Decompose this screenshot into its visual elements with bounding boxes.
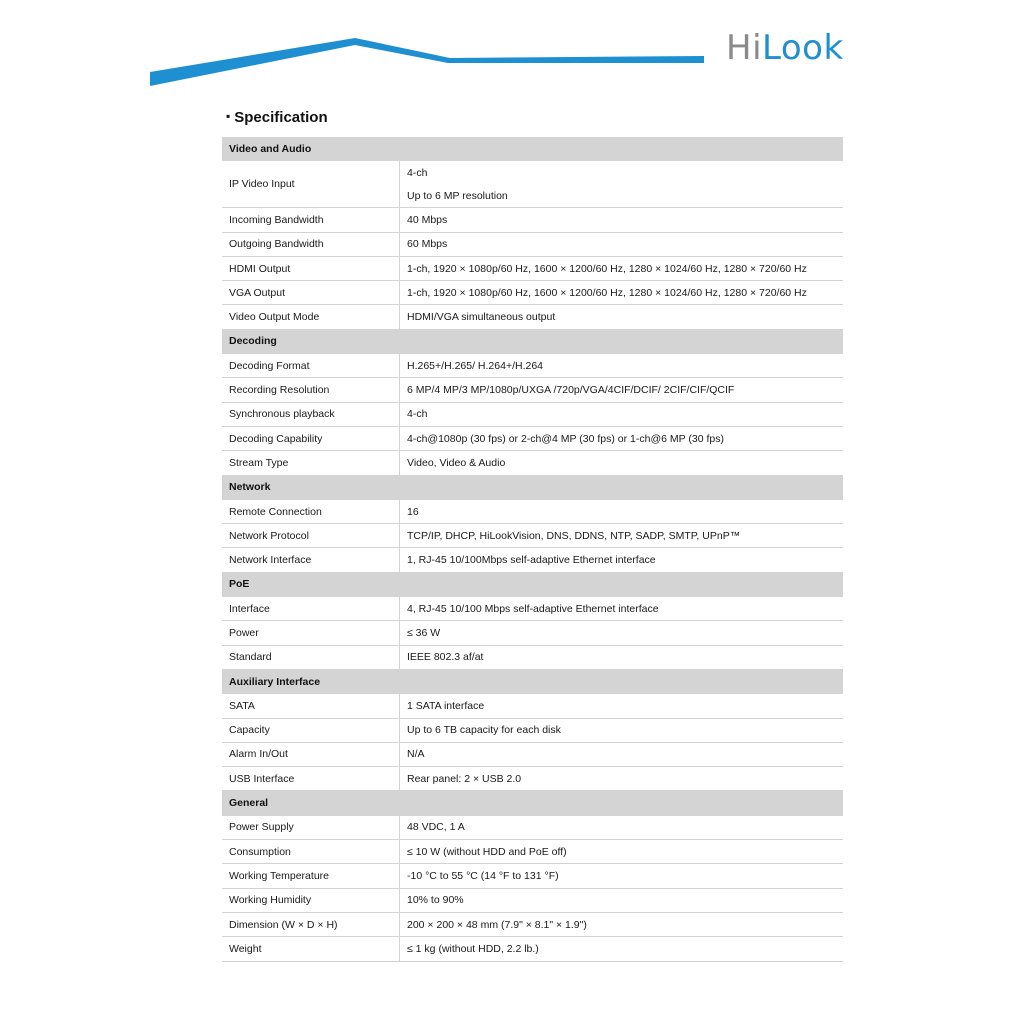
spec-row	[222, 621, 843, 645]
page-heading	[226, 109, 328, 126]
spec-value: H.265+/H.265/ H.264+/H.264	[407, 359, 544, 372]
spec-value-cell	[400, 645, 844, 669]
spec-value-cell	[400, 815, 844, 839]
spec-value: ≤ 10 W (without HDD and PoE off)	[407, 845, 567, 858]
spec-value: 40 Mbps	[407, 213, 448, 226]
section-header-row	[222, 329, 843, 353]
spec-value-cell	[400, 161, 844, 208]
bullet-icon: ▪	[226, 109, 231, 123]
spec-key: Weight	[222, 937, 400, 961]
spec-row	[222, 524, 843, 548]
spec-key: Remote Connection	[222, 499, 400, 523]
spec-key: SATA	[222, 694, 400, 718]
section-header-row	[222, 572, 843, 596]
spec-table-body	[222, 137, 843, 961]
spec-value-cell	[400, 208, 844, 232]
spec-value: HDMI/VGA simultaneous output	[407, 311, 556, 324]
spec-row	[222, 767, 843, 791]
spec-value-cell	[400, 767, 844, 791]
spec-key: Dimension (W × D × H)	[222, 912, 400, 936]
banner-swoosh	[150, 38, 704, 86]
spec-row	[222, 840, 843, 864]
spec-key: Power Supply	[222, 815, 400, 839]
spec-value: 6 MP/4 MP/3 MP/1080p/UXGA /720p/VGA/4CIF/DCIF/ 2CIF/CIF/QCIF	[407, 384, 735, 397]
spec-value: 1 SATA interface	[407, 699, 485, 712]
spec-key: Stream Type	[222, 451, 400, 475]
spec-value: 10% to 90%	[407, 894, 464, 907]
spec-value: 200 × 200 × 48 mm (7.9" × 8.1" × 1.9")	[407, 918, 587, 931]
spec-value: 4-ch	[407, 408, 428, 421]
spec-key: Working Temperature	[222, 864, 400, 888]
spec-value: IEEE 802.3 af/at	[407, 651, 484, 664]
spec-value-line2: Up to 6 MP resolution	[407, 189, 508, 202]
page-title: Specification	[234, 109, 328, 126]
spec-value: 4, RJ-45 10/100 Mbps self-adaptive Ethernet interface	[407, 602, 659, 615]
section-title: Network	[222, 475, 843, 499]
spec-value-cell	[400, 232, 844, 256]
spec-row	[222, 378, 843, 402]
spec-value-cell	[400, 354, 844, 378]
section-title: PoE	[222, 572, 843, 596]
spec-value-cell	[400, 305, 844, 329]
section-title: General	[222, 791, 843, 815]
spec-row	[222, 232, 843, 256]
spec-value-cell	[400, 621, 844, 645]
spec-value-cell	[400, 694, 844, 718]
spec-key: Decoding Capability	[222, 426, 400, 450]
spec-key: Capacity	[222, 718, 400, 742]
spec-key: USB Interface	[222, 767, 400, 791]
spec-value: 60 Mbps	[407, 238, 448, 251]
spec-key: Recording Resolution	[222, 378, 400, 402]
spec-key: Consumption	[222, 840, 400, 864]
spec-value-cell	[400, 499, 844, 523]
spec-key: VGA Output	[222, 281, 400, 305]
spec-value-cell	[400, 912, 844, 936]
spec-row	[222, 161, 843, 208]
spec-key: Network Interface	[222, 548, 400, 572]
spec-row	[222, 597, 843, 621]
spec-value-cell	[400, 524, 844, 548]
spec-value-cell	[400, 937, 844, 961]
spec-row	[222, 888, 843, 912]
spec-value: 1-ch, 1920 × 1080p/60 Hz, 1600 × 1200/60 Hz, 1280 × 1024/60 Hz, 1280 × 720/60 Hz	[407, 262, 807, 275]
spec-row	[222, 499, 843, 523]
spec-row	[222, 426, 843, 450]
section-header-row	[222, 475, 843, 499]
spec-table	[222, 137, 843, 962]
spec-value-cell	[400, 888, 844, 912]
spec-value: ≤ 1 kg (without HDD, 2.2 lb.)	[407, 942, 539, 955]
spec-key: HDMI Output	[222, 256, 400, 280]
spec-value: N/A	[407, 748, 425, 761]
spec-value: 4-ch@1080p (30 fps) or 2-ch@4 MP (30 fps) or 1-ch@6 MP (30 fps)	[407, 432, 724, 445]
logo-text-hi: Hi	[726, 28, 763, 68]
spec-value-cell	[400, 256, 844, 280]
spec-key: Alarm In/Out	[222, 742, 400, 766]
spec-row	[222, 305, 843, 329]
spec-row	[222, 718, 843, 742]
spec-key: Interface	[222, 597, 400, 621]
spec-value-cell	[400, 597, 844, 621]
spec-value: TCP/IP, DHCP, HiLookVision, DNS, DDNS, NTP, SADP, SMTP, UPnP™	[407, 529, 741, 542]
spec-key: Synchronous playback	[222, 402, 400, 426]
spec-key: IP Video Input	[222, 161, 400, 208]
spec-key: Standard	[222, 645, 400, 669]
spec-value: ≤ 36 W	[407, 626, 441, 639]
spec-row	[222, 354, 843, 378]
spec-value: 48 VDC, 1 A	[407, 821, 465, 834]
spec-value: Rear panel: 2 × USB 2.0	[407, 772, 522, 785]
section-header-row	[222, 669, 843, 693]
spec-value: 1-ch, 1920 × 1080p/60 Hz, 1600 × 1200/60 Hz, 1280 × 1024/60 Hz, 1280 × 720/60 Hz	[407, 286, 807, 299]
spec-key: Network Protocol	[222, 524, 400, 548]
hilook-logo	[726, 28, 844, 68]
spec-value: 4-ch	[407, 166, 428, 179]
spec-key: Working Humidity	[222, 888, 400, 912]
spec-value: -10 °C to 55 °C (14 °F to 131 °F)	[407, 869, 559, 882]
spec-row	[222, 694, 843, 718]
spec-row	[222, 256, 843, 280]
header-banner	[0, 0, 1024, 100]
spec-value-cell	[400, 718, 844, 742]
section-title: Auxiliary Interface	[222, 669, 843, 693]
section-title: Video and Audio	[222, 137, 843, 161]
spec-value-cell	[400, 378, 844, 402]
spec-row	[222, 815, 843, 839]
spec-value-cell	[400, 402, 844, 426]
spec-value-cell	[400, 451, 844, 475]
spec-row	[222, 281, 843, 305]
spec-key: Incoming Bandwidth	[222, 208, 400, 232]
spec-value: 16	[407, 505, 419, 518]
spec-row	[222, 548, 843, 572]
spec-key: Outgoing Bandwidth	[222, 232, 400, 256]
section-header-row	[222, 137, 843, 161]
spec-row	[222, 742, 843, 766]
spec-value: Video, Video & Audio	[407, 456, 506, 469]
spec-key: Video Output Mode	[222, 305, 400, 329]
section-header-row	[222, 791, 843, 815]
spec-row	[222, 864, 843, 888]
spec-value-cell	[400, 840, 844, 864]
spec-row	[222, 937, 843, 961]
spec-value-cell	[400, 742, 844, 766]
spec-key: Power	[222, 621, 400, 645]
section-title: Decoding	[222, 329, 843, 353]
spec-row	[222, 208, 843, 232]
spec-row	[222, 645, 843, 669]
spec-value: Up to 6 TB capacity for each disk	[407, 724, 561, 737]
spec-row	[222, 402, 843, 426]
spec-key: Decoding Format	[222, 354, 400, 378]
spec-value: 1, RJ-45 10/100Mbps self-adaptive Ethernet interface	[407, 554, 656, 567]
spec-row	[222, 912, 843, 936]
spec-value-cell	[400, 281, 844, 305]
spec-value-cell	[400, 426, 844, 450]
spec-value-cell	[400, 548, 844, 572]
logo-text-look: Look	[762, 28, 844, 68]
spec-row	[222, 451, 843, 475]
spec-value-cell	[400, 864, 844, 888]
